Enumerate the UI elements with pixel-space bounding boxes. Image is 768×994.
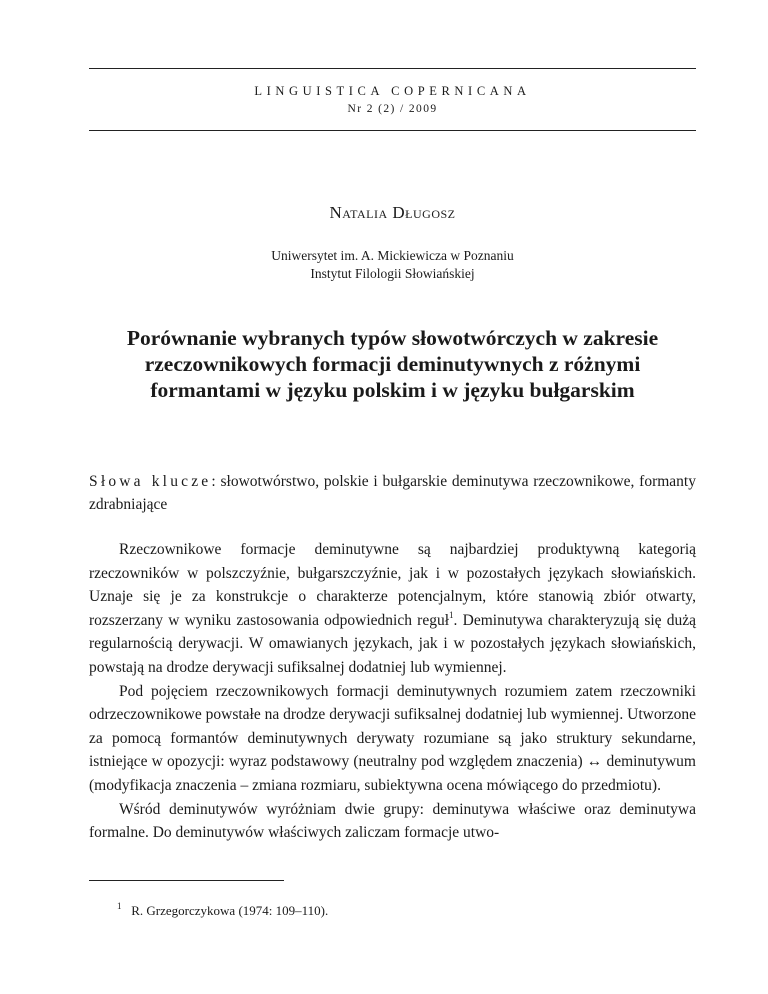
keywords bbox=[89, 470, 696, 516]
paragraph-2: Pod pojęciem rzeczownikowych formacji deminutywnych rozumiem zatem rzeczowniki odrzeczownikowe powstałe na drodze derywacji sufiksalnej dodatniej lub wymiennej. Utworzone za pomocą formantów deminutywnych derywaty rozumiane są jako struktury sekundarne, istniejące w opozycji: wyraz podstawowy (neutralny pod względem znaczenia) ↔ deminutywum (modyfikacja znaczenia – zmiana rozmiaru, subiektywna ocena mówiącego do przedmiotu). bbox=[89, 682, 696, 794]
article-body bbox=[89, 538, 696, 845]
author-name: Natalia Długosz bbox=[329, 203, 456, 222]
affiliation-institute: Instytut Filologii Słowiańskiej bbox=[310, 266, 475, 281]
keywords-text: : słowotwórstwo, polskie i bułgarskie deminutywa rzeczownikowe, formanty zdrabniające bbox=[89, 473, 696, 513]
footnote-ref-1[interactable]: 1 bbox=[449, 609, 454, 620]
header-top-rule bbox=[89, 68, 696, 69]
footnote-number: 1 bbox=[117, 900, 122, 911]
paragraph-1 bbox=[89, 538, 696, 680]
paragraph-1-text-b: . Deminutywa charakteryzują się dużą regularnością derywacji. W omawianych językach, jak i w pozostałych językach słowiańskich, powstają na drodze derywacji sufiksalnej dodatniej lub wymiennej. bbox=[89, 611, 697, 676]
article-title: Porównanie wybranych typów słowotwórczych w zakresie rzeczownikowych formacji deminutywnych z różnymi formantami w języku polskim i w języku bułgarskim bbox=[126, 326, 659, 402]
paragraph-1-text-a: Rzeczownikowe formacje deminutywne są najbardziej produktywną kategorią rzeczowników w polszczyźnie, bułgarszczyźnie, jak i w pozostałych językach słowiańskich. Uznaje się je za konstrukcje o charakterze potencjalnym, które stanowią zbiór otwarty, rozszerzany w wyniku zastosowania odpowiednich reguł bbox=[89, 541, 696, 629]
paragraph-3: Wśród deminutywów wyróżniam dwie grupy: deminutywa właściwe oraz deminutywa formalne. Do deminutywów właściwych zaliczam formacje utwo- bbox=[89, 800, 696, 842]
journal-issue: Nr 2 (2) / 2009 bbox=[347, 103, 438, 115]
keywords-label: Słowa klucze bbox=[89, 473, 212, 490]
journal-title: LINGUISTICA COPERNICANA bbox=[254, 84, 531, 98]
affiliation-university: Uniwersytet im. A. Mickiewicza w Poznaniu bbox=[271, 248, 514, 263]
author-affiliation bbox=[89, 247, 696, 283]
footnote-1 bbox=[117, 900, 329, 919]
footnote-rule bbox=[89, 880, 284, 881]
footnote-text: R. Grzegorczykowa (1974: 109–110). bbox=[131, 903, 329, 918]
header-bottom-rule bbox=[89, 130, 696, 131]
